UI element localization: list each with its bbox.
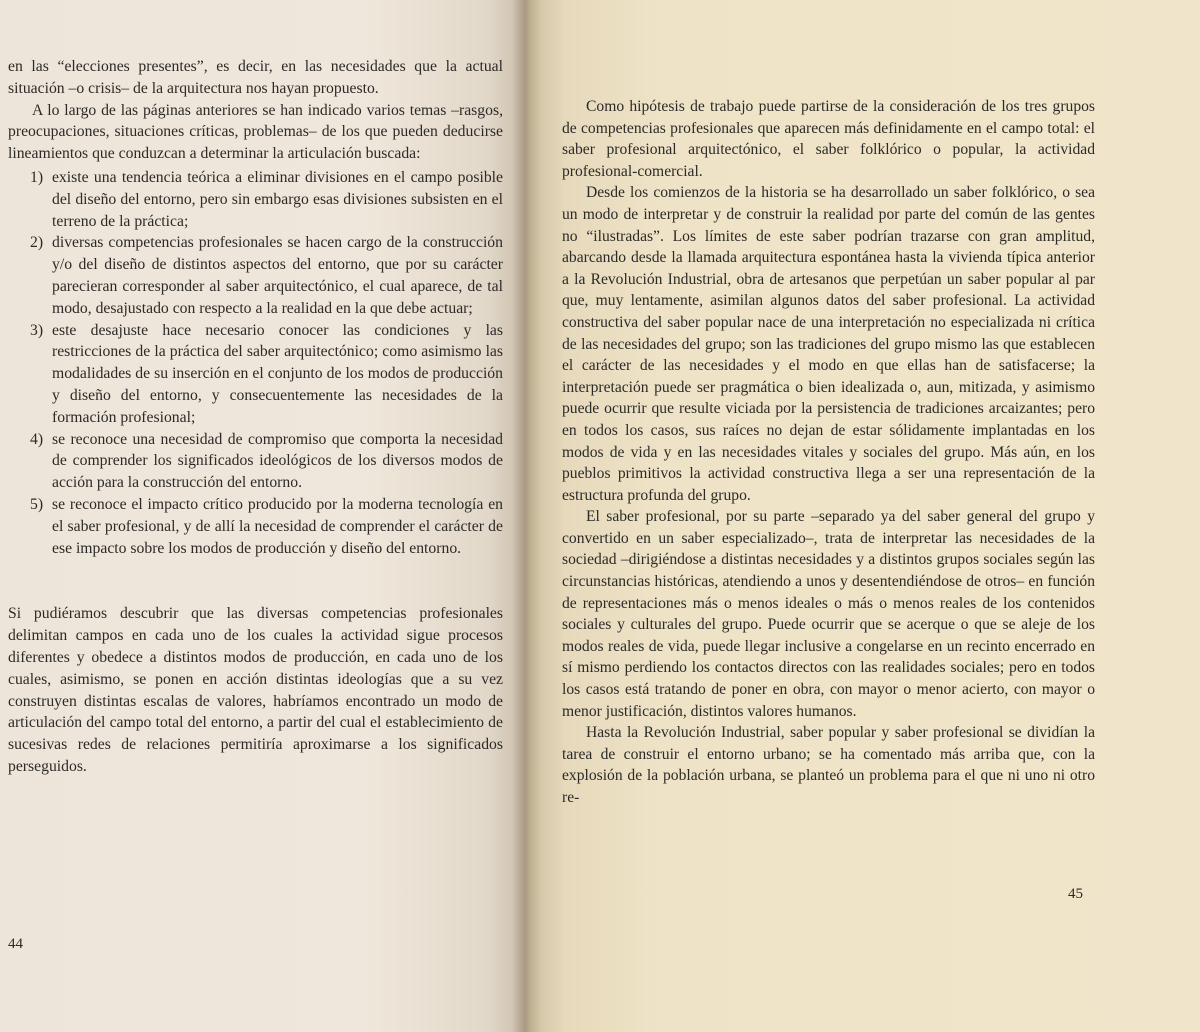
list-lead-paragraph: A lo largo de las páginas anteriores se han indicado varios temas –rasgos, preocupaciones, situaciones críticas, problemas– de los que pueden deducirse lineamientos que conduzcan a determinar la articulación buscada: [8,101,503,163]
list-item-text: se reconoce una necesidad de compromiso que comporta la necesidad de comprender los significados ideológicos de los diversos modos de acción para la construcción del entorno. [52,430,503,492]
list-item-text: existe una tendencia teórica a eliminar divisiones en el campo posible del diseño del entorno, pero sin embargo esas divisiones subsisten en el terreno de la práctica; [52,168,503,230]
list-item-text: este desajuste hace necesario conocer las condiciones y las restricciones de la práctica del saber arquitectónico; como asimismo las modalidades de su inserción en el conjunto de los modos de producción y diseño del entorno, y consecuentemente las necesidades de la formación profesional; [52,321,503,426]
paragraph: Desde los comienzos de la historia se ha desarrollado un saber folklórico, o sea un modo de interpretar y de construir la realidad por parte del común de las gentes no “ilustradas”. Los límites de este saber podrían trazarse con gran amplitud, abarcando desde la llamada arquitectura espontánea hasta la vivienda típica anterior a la Revolución Industrial, obra de artesanos que perpetúan un saber popular al par que, muy lentamente, asimilan algunos datos del saber profesional. La actividad constructiva del saber popular nace de una interpretación no especializada ni crítica de las necesidades del grupo; son las tradiciones del grupo mismo las que establecen el carácter de las necesidades y el modo en que ellas han de satisfacerse; la interpretación puede ser pragmática o bien idealizada o, aun, mitizada, y asimismo puede ocurrir que resulte viciada por la persistencia de tradiciones arcaizantes; pero en todos los casos, sus raíces no dejan de estar sólidamente implantadas en los modos de vida y en las necesidades vitales y sociales del grupo. Más aún, en los pueblos primitivos la actividad constructiva llega a ser una representación de la estructura profunda del grupo. [562,184,1095,504]
list-item [8,167,503,232]
right-page [525,0,1200,1032]
list-item-number: 4) [30,430,44,448]
right-page-text [562,96,1095,809]
section-gap [8,559,503,603]
list-item-number: 1) [30,168,44,186]
list-item-text: diversas competencias profesionales se hacen cargo de la construcción y/o del diseño de distintos aspectos del entorno, que por su carácter parecieran corresponder al saber arquitectónico, el cual aparece, de tal modo, desajustado con respecto a la realidad en la que debe actuar; [52,234,503,317]
paragraph: Como hipótesis de trabajo puede partirse de la consideración de los tres grupos de competencias profesionales que aparecen más definidamente en el campo total: el saber profesional arquitectónico, el saber folklórico o popular, la actividad profesional-comercial. [562,98,1095,180]
page-number-left: 44 [8,936,23,952]
list-item-number: 3) [30,321,44,339]
left-page-text [8,56,503,778]
list-item [8,429,503,494]
list-item-number: 2) [30,234,44,252]
list-item-text: se reconoce el impacto crítico producido por la moderna tecnología en el saber profesional, y de allí la necesidad de comprender el carácter de ese impacto sobre los modos de producción y diseño del entorno. [52,495,503,557]
closing-paragraph: Si pudiéramos descubrir que las diversas competencias profesionales delimitan campos en cada uno de los cuales la actividad sigue procesos diferentes y obedece a distintos modos de producción, en cada uno de los cuales, asimismo, se ponen en acción distintas ideologías que a su vez construyen distintas escalas de valores, habríamos encontrado un modo de articulación del campo total del entorno, a partir del cual el establecimiento de sucesivas redes de relaciones permitiría aproximarse a los significados perseguidos. [8,605,503,775]
intro-paragraph: en las “elecciones presentes”, es decir, en las necesidades que la actual situación –o crisis– de la arquitectura nos hayan propuesto. [8,58,503,97]
page-number-right: 45 [1068,886,1083,902]
left-page [0,0,525,1032]
list-item-number: 5) [30,495,44,513]
list-item [8,494,503,559]
paragraph: Hasta la Revolución Industrial, saber popular y saber profesional se dividían la tarea de construir el entorno urbano; se ha comentado más arriba que, con la explosión de la población urbana, se planteó un problema para el que ni uno ni otro re- [562,724,1095,806]
list-item [8,232,503,319]
list-item [8,320,503,429]
points-list [8,167,503,559]
paragraph: El saber profesional, por su parte –separado ya del saber general del grupo y convertido en un saber especializado–, trata de interpretar las necesidades de la sociedad –dirigiéndose a distintas necesidades y a distintos grupos sociales según las circunstancias históricas, atendiendo a unos y desentendiéndose de otros– en función de representaciones más o menos ideales o más o menos reales de los contenidos sociales y culturales del grupo. Puede ocurrir que se acerque o que se aleje de los modos reales de vida, puede llegar inclusive a congelarse en un recinto encerrado en sí mismo perdiendo los contactos directos con las realidades sociales; pero en todos los casos está tratando de poner en obra, con mayor o menor acierto, con mayor o menor justificación, distintos valores humanos. [562,508,1095,720]
